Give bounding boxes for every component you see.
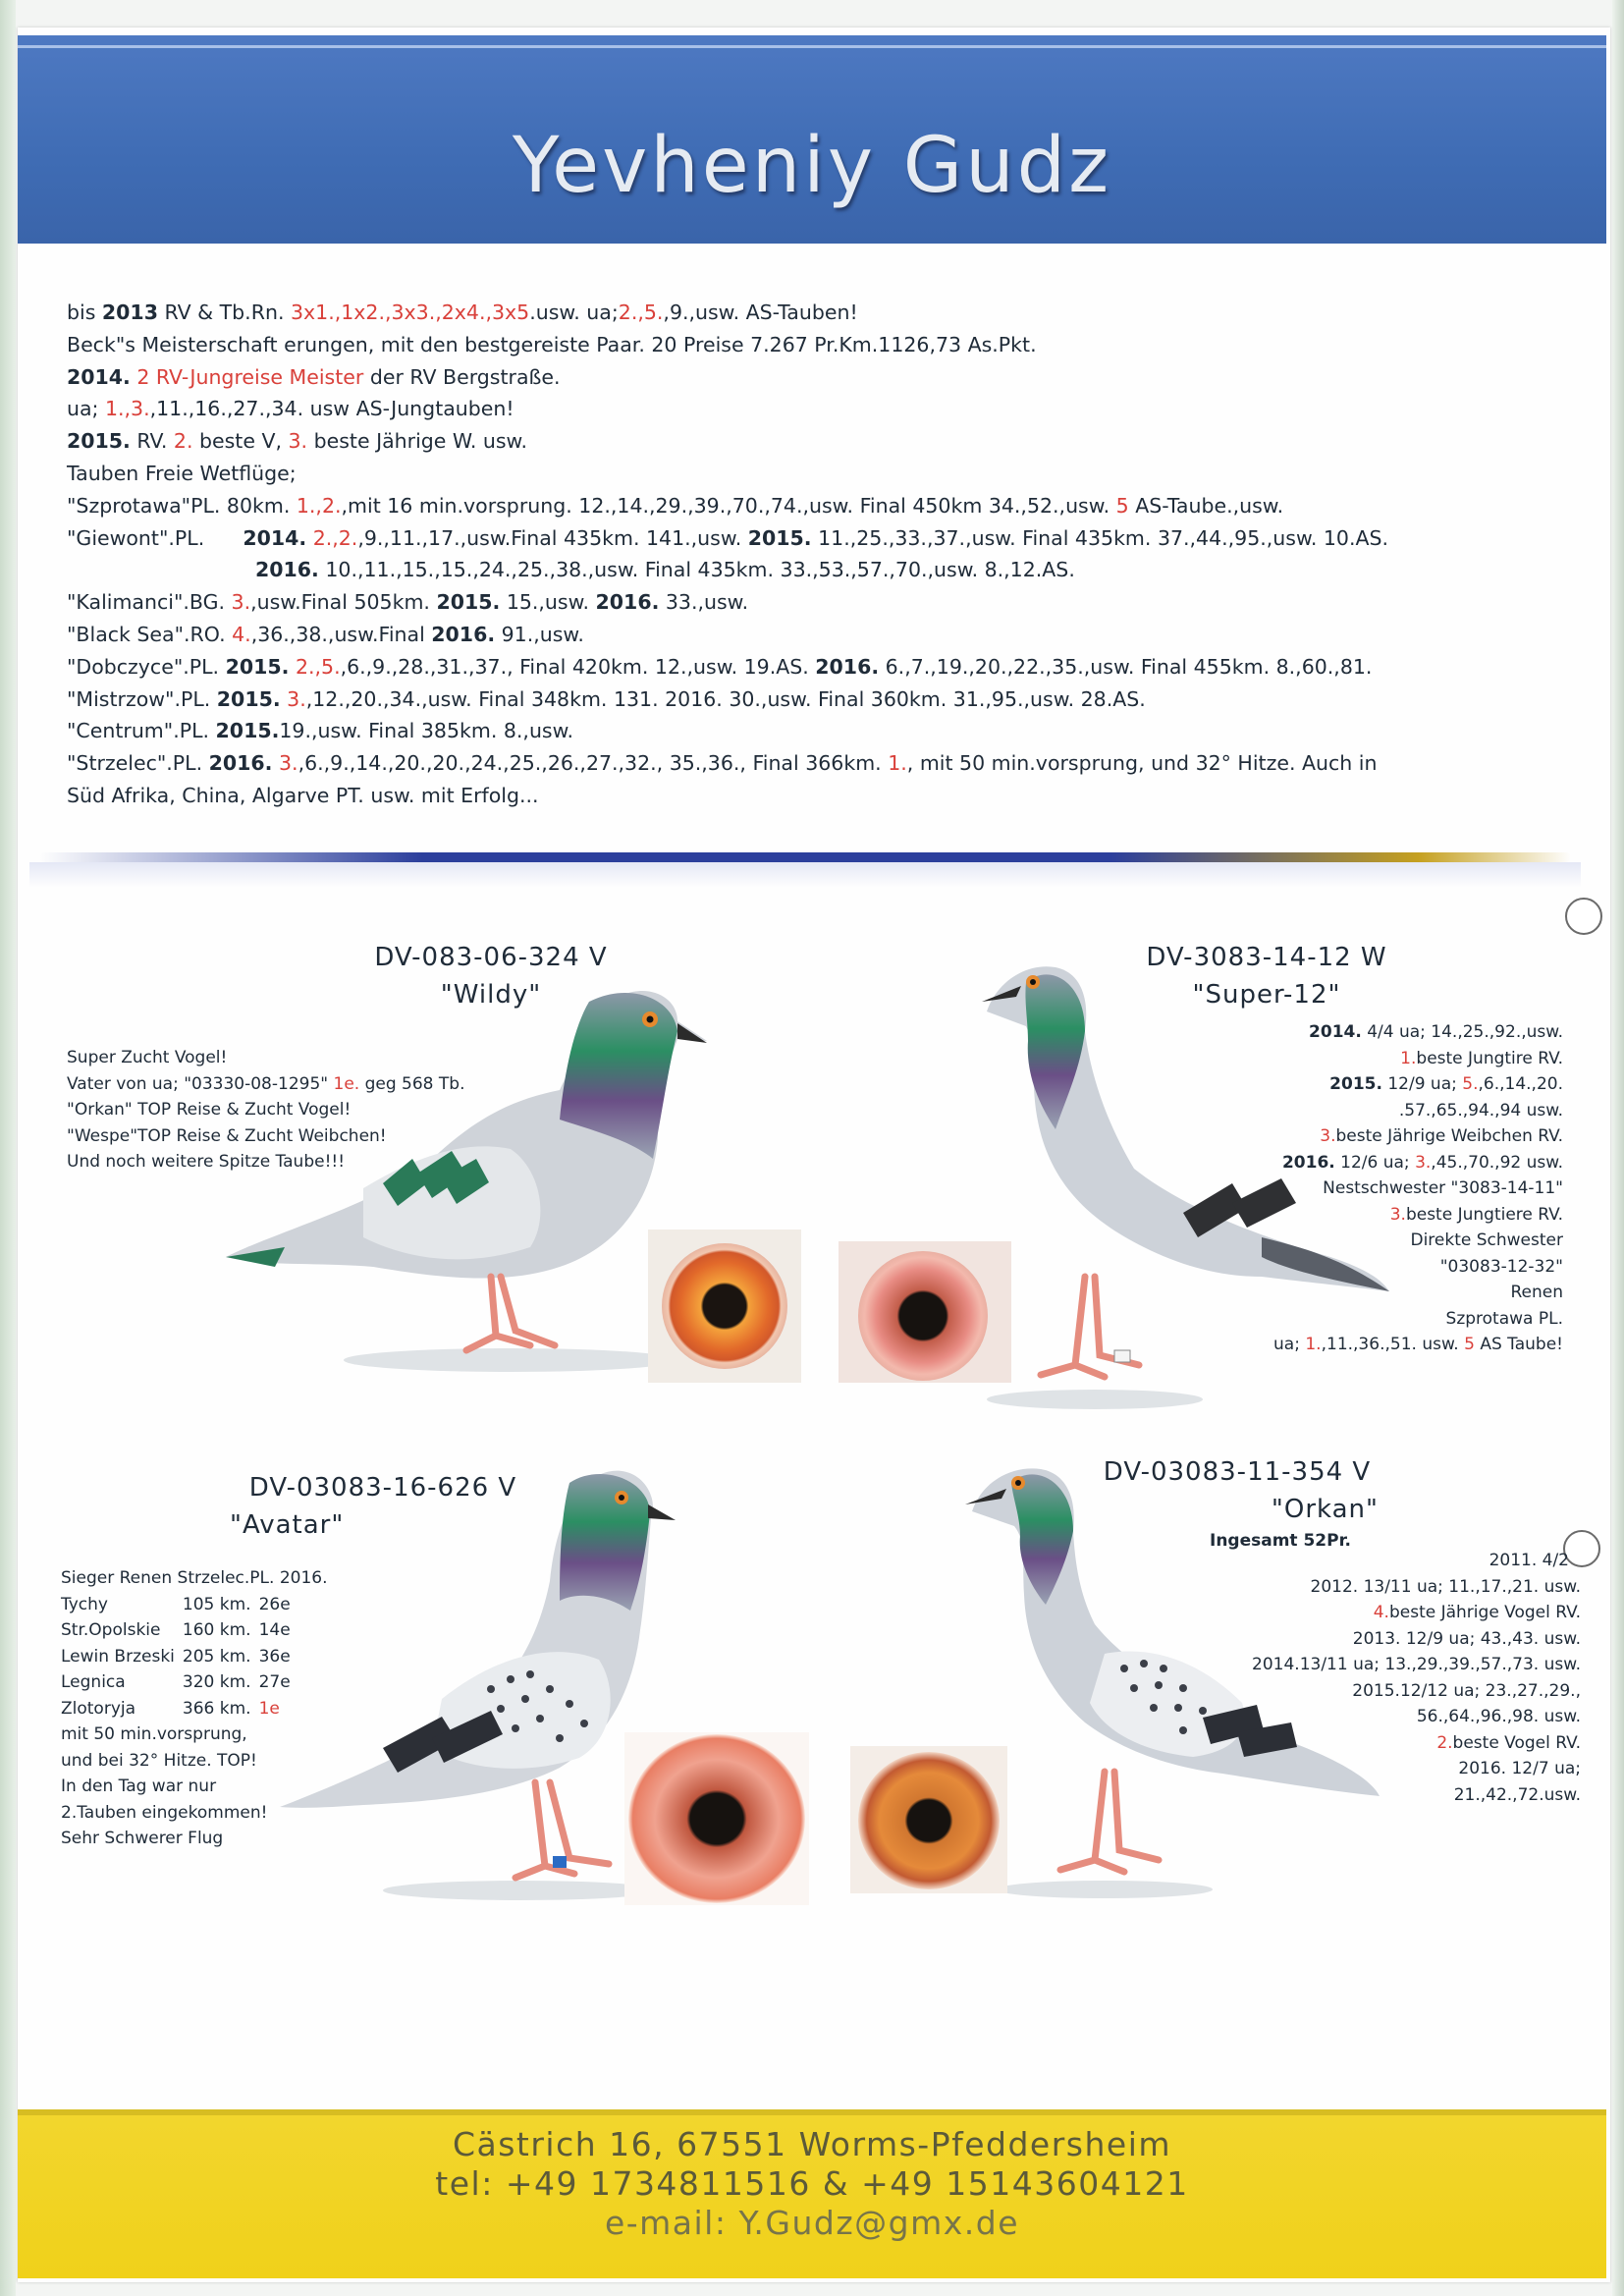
highlight: 3.: [1320, 1126, 1336, 1146]
record-line: [67, 425, 1579, 458]
note-line: Renen: [1510, 1283, 1563, 1302]
year: 2014.: [67, 364, 131, 389]
note-line: Direkte Schwester: [1410, 1230, 1563, 1250]
highlight: 5.: [1462, 1074, 1479, 1094]
highlight: 1.,2.: [296, 493, 342, 518]
year: 2015.: [67, 429, 131, 454]
record-line: [67, 651, 1579, 683]
table-row: [61, 1696, 298, 1722]
record-line: [67, 522, 1579, 555]
text: der RV Bergstraße.: [363, 364, 561, 389]
year: 2015.: [225, 654, 290, 679]
note-line: 2.Tauben eingekommen!: [61, 1802, 268, 1823]
pigeon-photo-orkan: [957, 1457, 1389, 1899]
year: 2015.: [216, 686, 281, 711]
text: RV.: [130, 429, 174, 454]
record-line: [67, 619, 1579, 651]
record-line: [67, 361, 1579, 394]
bird-name: "Wildy": [440, 980, 542, 1010]
year: 2016.: [431, 622, 496, 646]
record-line: Beck"s Meisterschaft erungen, mit den bestgereiste Paar. 20 Preise 7.267 Pr.Km.1126,73 As.Pkt.: [67, 332, 1037, 356]
eye-photo-super12: [839, 1241, 1011, 1383]
highlight: 3.: [231, 590, 251, 615]
race-place: Zlotoryja: [61, 1698, 136, 1719]
note-line: 56.,64.,96.,98. usw.: [1416, 1707, 1581, 1726]
text: ,9.,11.,17.,usw.Final 435km. 141.,usw.: [357, 525, 748, 550]
highlight: 2.: [1436, 1732, 1453, 1753]
highlight: 3.: [279, 751, 298, 776]
record-line: [67, 715, 1579, 747]
race-result: 26e: [258, 1594, 291, 1614]
race-distance: 366 km.: [182, 1698, 251, 1719]
text: 91.,usw.: [495, 622, 584, 646]
eye-photo-orkan: [850, 1746, 1007, 1893]
highlight: 5: [1464, 1335, 1475, 1354]
note-line: Und noch weitere Spitze Taube!!!: [67, 1152, 346, 1172]
header-highlight-line: [18, 45, 1606, 48]
text: "Black Sea".RO.: [67, 622, 233, 646]
note-line: "Wespe"TOP Reise & Zucht Weibchen!: [67, 1125, 387, 1146]
race-distance: 160 km.: [182, 1620, 251, 1640]
record-line: Süd Afrika, China, Algarve PT. usw. mit Erfolg...: [67, 783, 539, 807]
note-line: Sehr Schwerer Flug: [61, 1829, 224, 1848]
footer-phone: tel: +49 1734811516 & +49 15143604121: [435, 2164, 1189, 2203]
highlight: 3.: [1415, 1152, 1432, 1173]
year: 2016.: [208, 751, 273, 776]
footer-address: Cästrich 16, 67551 Worms-Pfeddersheim: [452, 2125, 1172, 2163]
contact-footer: [18, 2109, 1606, 2278]
table-row: [61, 1617, 298, 1644]
table-row: [61, 1669, 298, 1696]
race-results-table: [61, 1592, 298, 1722]
scan-edge-left: [0, 0, 16, 2296]
text: ua;: [67, 397, 105, 421]
highlight: 3.: [287, 686, 306, 711]
highlight: 2.,2.: [312, 525, 358, 550]
note-line: 2011. 4/2: [1489, 1551, 1569, 1570]
text: bis: [67, 301, 102, 324]
highlight: 5: [1115, 493, 1129, 518]
highlight: 2.: [173, 429, 193, 454]
highlight: 3x1.,1x2.,3x3.,2x4.,3x5: [290, 301, 530, 324]
scan-edge-right: [1612, 0, 1624, 2296]
text: , mit 50 min.vorsprung, und 32° Hitze. Auch in: [906, 751, 1378, 776]
note-line: 2012. 13/11 ua; 11.,17.,21. usw.: [1310, 1576, 1581, 1597]
race-distance: 320 km.: [182, 1672, 251, 1692]
text: 12/6 ua;: [1334, 1152, 1416, 1173]
achievements-text: [67, 297, 1579, 812]
note-line: 21.,42.,72.usw.: [1453, 1784, 1581, 1805]
race-result: 14e: [258, 1620, 291, 1640]
text: geg 568 Tb.: [359, 1073, 465, 1094]
note-line: 2016. 12/7 ua;: [1458, 1759, 1581, 1778]
bird-name: "Super-12": [1192, 980, 1341, 1010]
highlight: 2.,5.: [295, 654, 341, 679]
page-title: Yevheniy Gudz: [512, 122, 1112, 210]
text: ,9.,usw. AS-Tauben!: [663, 301, 858, 324]
divider-glow: [29, 862, 1581, 888]
race-distance: 205 km.: [182, 1646, 251, 1667]
text: RV & Tb.Rn.: [157, 301, 291, 324]
year: 2014.: [1309, 1022, 1362, 1042]
eye-photo-avatar: [624, 1732, 809, 1905]
highlight: 4.: [232, 622, 251, 646]
year: 2015.: [747, 525, 812, 550]
text: ,11.,36.,51. usw.: [1321, 1335, 1465, 1354]
record-line: [67, 747, 1579, 780]
text: .usw. ua;: [529, 301, 619, 324]
text: beste Jungtire RV.: [1416, 1048, 1563, 1068]
ring-number: DV-03083-16-626 V: [248, 1473, 517, 1503]
section-divider: [39, 852, 1571, 862]
race-distance: 105 km.: [182, 1594, 251, 1614]
text: ,45.,70.,92 usw.: [1431, 1152, 1563, 1173]
footer-email: e-mail: Y.Gudz@gmx.de: [604, 2204, 1020, 2242]
record-line: [67, 393, 1579, 425]
race-place: Lewin Brzeski: [61, 1646, 175, 1667]
record-line: [67, 490, 1579, 522]
record-line: [67, 297, 1579, 329]
year: 2015.: [215, 719, 280, 743]
bird-orkan-total: Ingesamt 52Pr.: [1210, 1531, 1352, 1551]
highlight: 1.: [1400, 1048, 1417, 1068]
text: ,6.,9.,28.,31.,37., Final 420km. 12.,usw. 19.AS.: [340, 654, 816, 679]
highlight: 2.,5.: [618, 301, 664, 324]
text: beste Jährige Vogel RV.: [1388, 1603, 1581, 1622]
note-line: Nestschwester "3083-14-11": [1323, 1178, 1563, 1198]
year: 2015.: [436, 590, 501, 615]
punch-hole: [1565, 898, 1602, 935]
highlight: 1.: [1305, 1335, 1322, 1354]
text: ,usw.Final 505km.: [250, 590, 437, 615]
text: 10.,11.,15.,15.,24.,25.,38.,usw. Final 435km. 33.,53.,57.,70.,usw. 8.,12.AS.: [318, 558, 1075, 582]
bird-name: "Orkan": [1271, 1495, 1379, 1524]
text: "Giewont".PL.: [67, 525, 244, 550]
text: ua;: [1273, 1335, 1306, 1354]
text: 33.,usw.: [659, 590, 749, 615]
text: "Kalimanci".BG.: [67, 590, 232, 615]
race-result: 27e: [258, 1672, 291, 1692]
text: ,36.,38.,usw.Final: [250, 622, 432, 646]
text: 12/9 ua;: [1381, 1074, 1463, 1094]
note-line: 2014.13/11 ua; 13.,29.,39.,57.,73. usw.: [1252, 1655, 1581, 1674]
footer-top-line: [18, 2109, 1606, 2115]
year: 2016.: [1281, 1152, 1335, 1173]
record-line: Tauben Freie Wetflüge;: [67, 461, 297, 485]
header-banner: [18, 35, 1606, 244]
text: "Szprotawa"PL. 80km.: [67, 493, 297, 518]
highlight: 3.: [1389, 1204, 1406, 1225]
race-place: Str.Opolskie: [61, 1620, 161, 1640]
text: ,6.,14.,20.: [1478, 1074, 1563, 1094]
note-line: .57.,65.,94.,94 usw.: [1398, 1100, 1563, 1121]
note-line: In den Tag war nur: [61, 1777, 217, 1796]
text: AS-Taube.,usw.: [1128, 493, 1284, 518]
text: beste Jungtiere RV.: [1405, 1204, 1563, 1225]
year: 2015.: [1329, 1074, 1382, 1094]
note-line: und bei 32° Hitze. TOP!: [61, 1750, 257, 1771]
eye-photo-wildy: [648, 1230, 801, 1383]
year: 2014.: [243, 525, 307, 550]
text: beste Jährige W. usw.: [307, 429, 527, 454]
text: "Mistrzow".PL.: [67, 686, 217, 711]
note-line: "03083-12-32": [1439, 1256, 1563, 1277]
highlight: 1.,3.: [104, 397, 150, 421]
text: 19.,usw. Final 385km. 8.,usw.: [279, 719, 574, 743]
year: 2016.: [815, 654, 880, 679]
record-line: [67, 586, 1579, 619]
text: ,mit 16 min.vorsprung. 12.,14.,29.,39.,70.,74.,usw. Final 450km 34.,52.,usw.: [341, 493, 1116, 518]
text: "Centrum".PL.: [67, 719, 216, 743]
text: "Dobczyce".PL.: [67, 654, 226, 679]
note-line: Super Zucht Vogel!: [67, 1048, 228, 1067]
note-line: mit 50 min.vorsprung,: [61, 1724, 247, 1744]
race-place: Tychy: [61, 1594, 108, 1614]
table-row: [61, 1592, 298, 1618]
highlight: 1.: [888, 751, 907, 776]
text: 6.,7.,19.,20.,22.,35.,usw. Final 455km. 8.,60.,81.: [879, 654, 1373, 679]
ring-number: DV-03083-11-354 V: [1103, 1457, 1372, 1487]
ring-number: DV-083-06-324 V: [374, 943, 608, 972]
pigeon-photo-super12: [967, 953, 1399, 1414]
text: beste Vogel RV.: [1452, 1732, 1581, 1753]
race-place: Legnica: [61, 1672, 126, 1692]
highlight: 4.: [1373, 1603, 1389, 1622]
ring-number: DV-3083-14-12 W: [1146, 943, 1387, 972]
text: ,12.,20.,34.,usw. Final 348km. 131. 2016. 30.,usw. Final 360km. 31.,95.,usw. 28.AS.: [305, 686, 1146, 711]
year: 2016.: [255, 558, 319, 582]
text: AS Taube!: [1474, 1335, 1563, 1354]
highlight: 3.: [288, 429, 308, 454]
race-result: 36e: [258, 1646, 291, 1667]
year: 2016.: [595, 590, 660, 615]
text: ,11.,16.,27.,34. usw AS-Jungtauben!: [149, 397, 514, 421]
note-line: Sieger Renen Strzelec.PL. 2016.: [61, 1568, 328, 1588]
bird-name: "Avatar": [230, 1510, 345, 1540]
race-result: 1e: [258, 1698, 280, 1719]
text: 15.,usw.: [500, 590, 596, 615]
note-line: Szprotawa PL.: [1445, 1308, 1563, 1329]
highlight: 2 RV-Jungreise Meister: [130, 364, 364, 389]
text: beste Jährige Weibchen RV.: [1335, 1126, 1563, 1146]
text: beste V,: [192, 429, 289, 454]
highlight: 1e.: [333, 1073, 360, 1094]
note-line: 2013. 12/9 ua; 43.,43. usw.: [1352, 1628, 1581, 1649]
table-row: [61, 1644, 298, 1670]
record-line: [67, 554, 1579, 586]
record-line: [67, 683, 1579, 716]
note-line: 2015.12/12 ua; 23.,27.,29.,: [1352, 1680, 1581, 1701]
text: ,6.,9.,14.,20.,20.,24.,25.,26.,27.,32., 35.,36., Final 366km.: [298, 751, 889, 776]
note-line: "Orkan" TOP Reise & Zucht Vogel!: [67, 1100, 352, 1120]
text: 4/4 ua; 14.,25.,92.,usw.: [1361, 1022, 1563, 1042]
year: 2013: [101, 301, 158, 324]
text: "Strzelec".PL.: [67, 751, 209, 776]
text: 11.,25.,33.,37.,usw. Final 435km. 37.,44.,95.,usw. 10.AS.: [811, 525, 1389, 550]
text: Vater von ua; "03330-08-1295": [67, 1073, 334, 1094]
